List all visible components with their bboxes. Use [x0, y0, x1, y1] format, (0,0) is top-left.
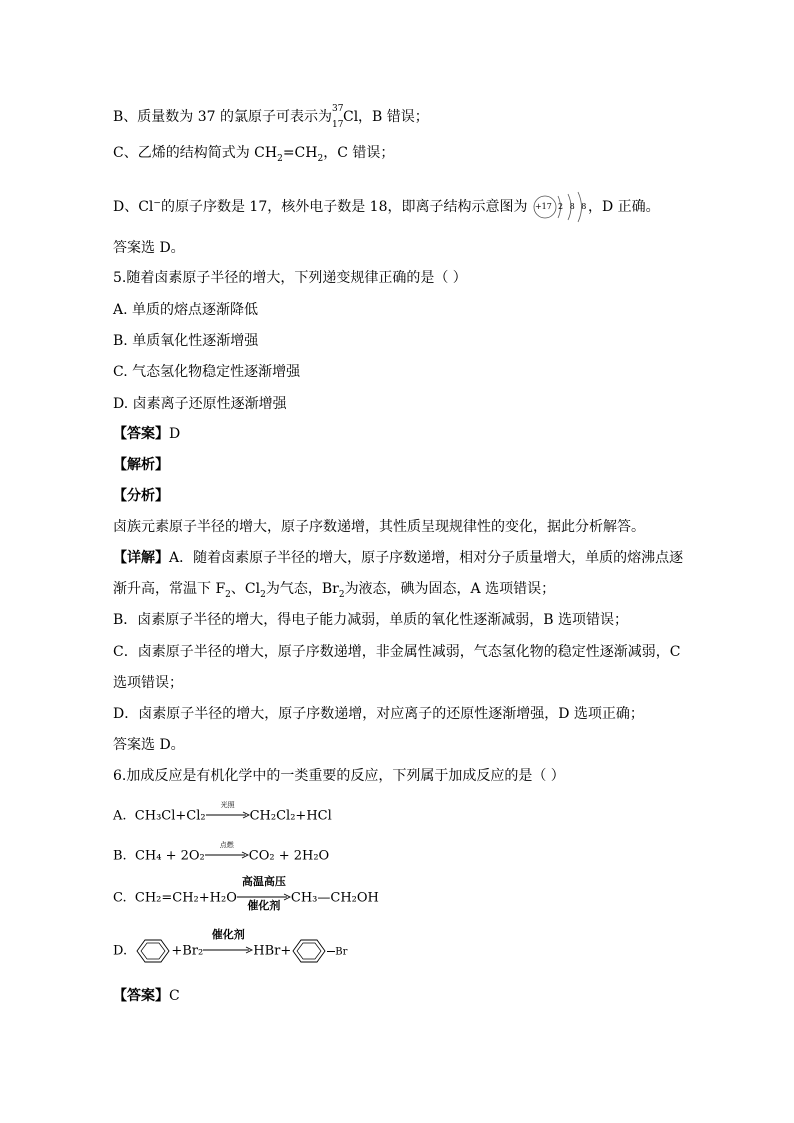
q5-detail-c-line1: C．卤素原子半径的增大，原子序数递增，非金属性减弱，气态氢化物的稳定性逐渐减弱，C	[113, 644, 681, 660]
q5-fenxi-tag: 【分析】	[113, 488, 169, 504]
bromobenzene-ring-icon	[291, 938, 327, 964]
reaction-arrow-a: 光照	[206, 806, 250, 826]
benzene-ring-icon	[135, 938, 171, 964]
ion-nucleus-label: +17	[534, 202, 552, 211]
q5-answer: 答案选 D。	[113, 737, 185, 753]
q6-option-b: B. CH₄ + 2O₂ 点燃 CO₂ + 2H₂O	[113, 846, 329, 867]
q5-option-a: A. 单质的熔点逐渐降低	[113, 302, 259, 318]
q5-detail-d: D．卤素原子半径的增大，原子序数递增，对应离子的还原性逐渐增强，D 选项正确；	[113, 706, 644, 722]
q4-option-d: D、Cl−的原子序数是 17，核外电子数是 18，即离子结构示意图为 +17 2 8 8 ，D 正确。	[113, 190, 660, 224]
q5-detail-c-line2: 选项错误；	[113, 675, 183, 691]
q6-option-c: C. CH₂=CH₂+H₂O 高温高压 催化剂 CH₃—CH₂OH	[113, 875, 379, 912]
q5-stem: 5.随着卤素原子半径的增大，下列递变规律正确的是（ ）	[113, 270, 467, 286]
reaction-arrow-b: 点燃	[205, 846, 249, 866]
q4-option-b: B、质量数为 37 的氯原子可表示为 37 17 Cl，B 错误；	[113, 104, 429, 130]
ion-shells-label: 2 8 8	[557, 202, 589, 211]
q5-detail-a-line2: 渐升高，常温下 $F_2$、$Cl_2$为气态，$Br_2$为液态，碘为固态，A 选项错误；	[113, 581, 556, 600]
q6-option-d: D. +Br₂ 催化剂 HBr+ Br	[113, 938, 347, 965]
chloride-ion-structure-diagram	[532, 190, 588, 224]
q5-jiexi-tag: 【解析】	[113, 457, 169, 473]
q5-detail-a-line1: 【详解】A．随着卤素原子半径的增大，原子序数递增，相对分子质量增大，单质的熔沸点逐	[113, 550, 684, 566]
q5-detail-b: B．卤素原子半径的增大，得电子能力减弱，单质的氧化性逐渐减弱，B 选项错误；	[113, 612, 629, 628]
q6-option-a: A. CH₃Cl+Cl₂ 光照 CH₂Cl₂+HCl	[113, 806, 332, 827]
q6-answer: 【答案】C	[113, 988, 180, 1004]
q6-stem: 6.加成反应是有机化学中的一类重要的反应，下列属于加成反应的是（ ）	[113, 768, 565, 784]
q4-b-text: B、质量数为 37 的氯原子可表示为	[113, 109, 333, 125]
q5-fenxi-text: 卤族元素原子半径的增大，原子序数递增，其性质呈现规律性的变化，据此分析解答。	[113, 519, 645, 535]
q5-option-d: D. 卤素离子还原性逐渐增强	[113, 396, 287, 412]
right-arrow-icon	[203, 946, 253, 954]
q5-option-c: C. 气态氢化物稳定性逐渐增强	[113, 364, 301, 380]
reaction-arrow-d: 催化剂	[203, 939, 253, 963]
q5-answer: 【答案】D	[113, 426, 181, 442]
q5-option-b: B. 单质氧化性逐渐增强	[113, 333, 259, 349]
q4-answer: 答案选 D。	[113, 240, 185, 256]
q4-option-c: C、乙烯的结构简式为 $CH_2=CH_2$，C 错误；	[113, 145, 395, 164]
cl37-nuclide: 37 17 Cl	[332, 104, 359, 130]
reaction-arrow-c: 高温高压 催化剂	[237, 888, 291, 908]
